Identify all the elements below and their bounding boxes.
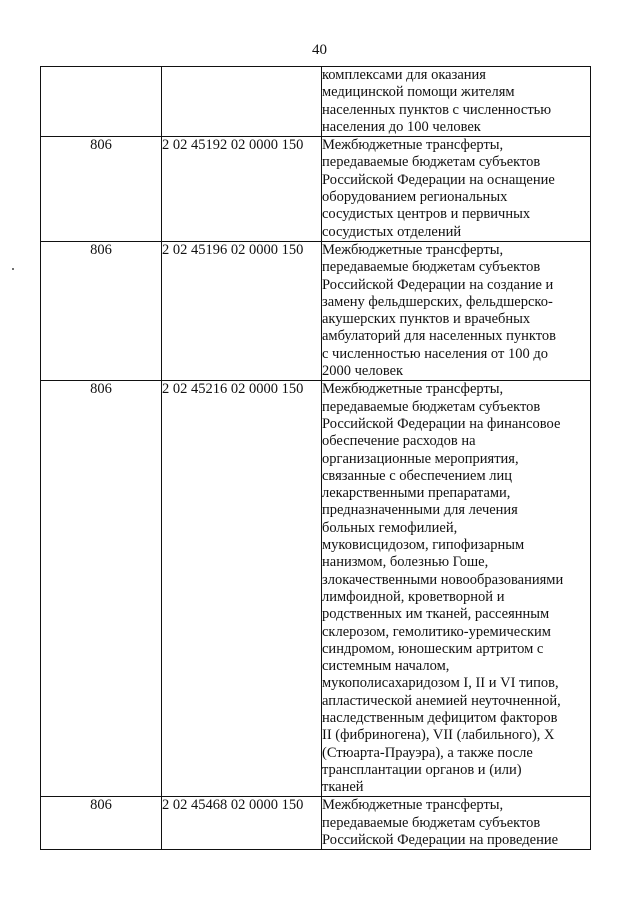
budget-class-code-cell xyxy=(162,67,322,137)
income-name-cell xyxy=(322,381,591,797)
budget-class-code-cell: 2 02 45192 02 0000 150 xyxy=(162,137,322,242)
table-row xyxy=(41,67,591,137)
income-name-line: Межбюджетные трансферты, xyxy=(322,241,504,258)
income-name-line: сосудистых отделений xyxy=(322,223,462,240)
income-name-cell xyxy=(322,241,591,380)
table-row xyxy=(41,137,591,242)
income-name-line: комплексами для оказания xyxy=(322,67,486,83)
income-name-line: медицинской помощи жителям xyxy=(322,84,515,101)
admin-code-cell: 806 xyxy=(41,797,162,850)
income-name-line: апластической анемией неуточненной, xyxy=(322,692,561,709)
income-name-line: злокачественными новообразованиями xyxy=(322,571,564,588)
admin-code-cell xyxy=(41,67,162,137)
income-name-line: Межбюджетные трансферты, xyxy=(322,381,504,398)
table-body xyxy=(41,67,591,850)
income-name-line: синдромом, юношеским артритом с xyxy=(322,640,544,657)
income-name-line: Межбюджетные трансферты, xyxy=(322,797,504,814)
income-name-cell xyxy=(322,67,591,137)
income-name-line: тканей xyxy=(322,779,364,796)
income-name-line: передаваемые бюджетам субъектов xyxy=(322,814,541,831)
admin-code-cell: 806 xyxy=(41,137,162,242)
income-name-line: связанные с обеспечением лиц xyxy=(322,467,513,484)
income-name-line: организационные мероприятия, xyxy=(322,450,519,467)
income-name-line: населения до 100 человек xyxy=(322,118,481,135)
income-name-line: лимфоидной, кроветворной и xyxy=(322,588,505,605)
income-name-line: предназначенными для лечения xyxy=(322,502,518,519)
income-name-line: мукополисахаридозом I, II и VI типов, xyxy=(322,675,559,692)
income-name-line: обеспечение расходов на xyxy=(322,433,476,450)
table-row xyxy=(41,241,591,380)
budget-codes-table xyxy=(40,66,591,850)
income-name-line: с численностью населения от 100 до xyxy=(322,345,548,362)
admin-code-cell: 806 xyxy=(41,241,162,380)
budget-class-code-cell: 2 02 45196 02 0000 150 xyxy=(162,241,322,380)
income-name-cell xyxy=(322,797,591,850)
income-name-line: 2000 человек xyxy=(322,363,404,380)
income-name-line: Межбюджетные трансферты, xyxy=(322,137,504,154)
income-name-line: Российской Федерации на создание и xyxy=(322,276,554,293)
income-name-line: акушерских пунктов и врачебных xyxy=(322,311,531,328)
income-name-line: склерозом, гемолитико-уремическим xyxy=(322,623,551,640)
income-name-line: населенных пунктов с численностью xyxy=(322,101,552,118)
page-number: 40 xyxy=(312,42,327,58)
income-name-line: сосудистых центров и первичных xyxy=(322,206,531,223)
income-name-line: амбулаторий для населенных пунктов xyxy=(322,328,556,345)
income-name-line: Российской Федерации на оснащение xyxy=(322,171,555,188)
budget-class-code-cell: 2 02 45468 02 0000 150 xyxy=(162,797,322,850)
income-name-line: больных гемофилией, xyxy=(322,519,458,536)
income-name-line: Российской Федерации на финансовое xyxy=(322,415,561,432)
income-name-cell xyxy=(322,137,591,242)
table-row xyxy=(41,797,591,850)
income-name-line: замену фельдшерских, фельдшерско- xyxy=(322,293,553,310)
income-name-line: передаваемые бюджетам субъектов xyxy=(322,154,541,171)
income-name-line: трансплантации органов и (или) xyxy=(322,761,522,778)
income-name-line: оборудованием региональных xyxy=(322,189,508,206)
income-name-line: II (фибриногена), VII (лабильного), X xyxy=(322,727,555,744)
income-name-line: родственных им тканей, рассеянным xyxy=(322,606,550,623)
income-name-line: передаваемые бюджетам субъектов xyxy=(322,259,541,276)
budget-class-code-cell: 2 02 45216 02 0000 150 xyxy=(162,381,322,797)
income-name-line: нанизмом, болезнью Гоше, xyxy=(322,554,489,571)
income-name-line: лекарственными препаратами, xyxy=(322,485,511,502)
income-name-line: муковисцидозом, гипофизарным xyxy=(322,537,525,554)
income-name-line: передаваемые бюджетам субъектов xyxy=(322,398,541,415)
admin-code-cell: 806 xyxy=(41,381,162,797)
scan-artifact-dot xyxy=(12,268,14,270)
income-name-line: системным началом, xyxy=(322,658,450,675)
table-row xyxy=(41,381,591,797)
income-name-line: (Стюарта-Прауэра), а также после xyxy=(322,744,533,761)
income-name-line: Российской Федерации на проведение xyxy=(322,832,559,849)
income-name-line: наследственным дефицитом факторов xyxy=(322,709,558,726)
